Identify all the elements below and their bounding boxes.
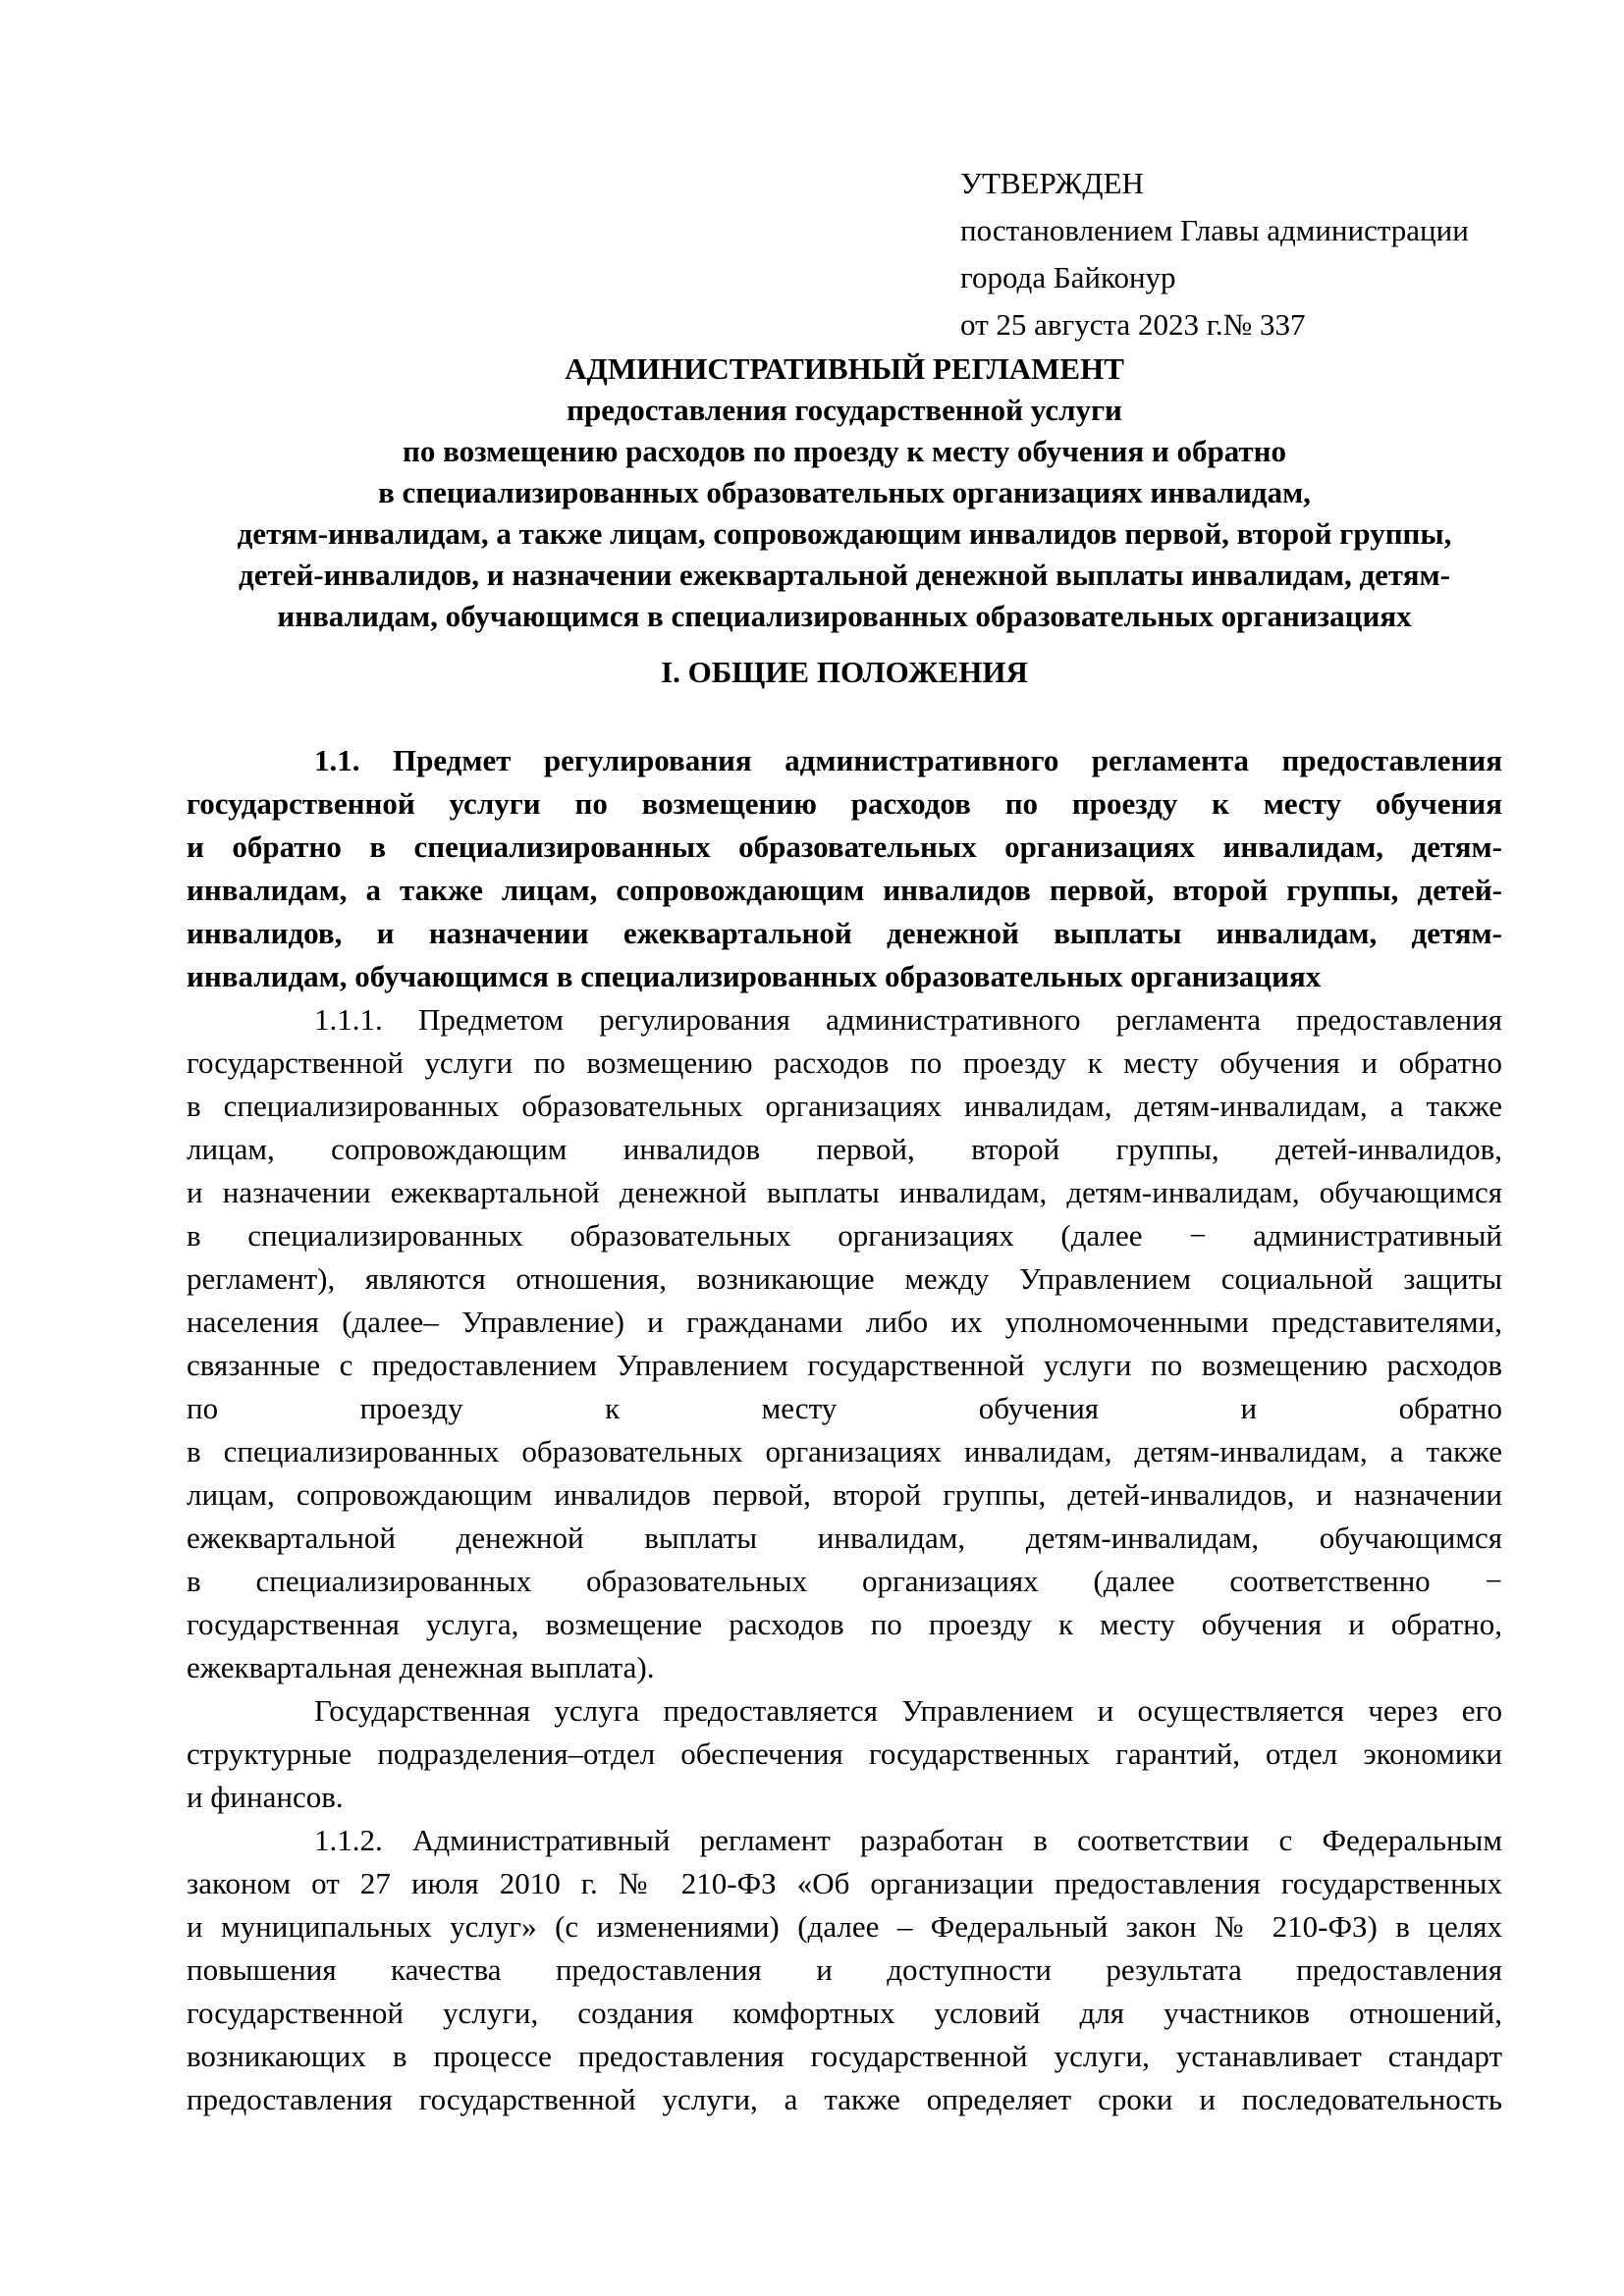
text-line: инвалидам, а также лицам, сопровождающим инвалидов первой, второй группы, детей- xyxy=(187,873,1502,907)
text-line: инвалидов, и назначении ежеквартальной денежной выплаты инвалидам, детям- xyxy=(187,916,1502,950)
text-line: ежеквартальная денежная выплата). xyxy=(187,1650,655,1684)
approval-line: УТВЕРЖДЕН xyxy=(960,166,1144,200)
paragraph-1-1-2 xyxy=(187,1819,1502,2121)
title-line: предоставления государственной услуги xyxy=(567,393,1122,427)
approval-line: от 25 августа 2023 г.№ 337 xyxy=(960,307,1306,342)
text-line: и назначении ежеквартальной денежной выплаты инвалидам, детям-инвалидам, обучающимся xyxy=(187,1175,1502,1209)
text-line: и обратно в специализированных образовательных организациях инвалидам, детям- xyxy=(187,829,1502,864)
text-line: в специализированных образовательных организациях инвалидам, детям-инвалидам, а также xyxy=(187,1434,1502,1468)
text-line: предоставления государственной услуги, а также определяет сроки и последовательность xyxy=(187,2082,1502,2116)
text-line: Государственная услуга предоставляется Управлением и осуществляется через его xyxy=(314,1693,1502,1728)
title-line: детей-инвалидов, и назначении ежеквартальной денежной выплаты инвалидам, детям- xyxy=(239,558,1450,592)
text-line: возникающих в процессе предоставления государственной услуги, устанавливает стандарт xyxy=(187,2039,1502,2073)
text-line: населения (далее– Управление) и гражданами либо их уполномоченными представителями, xyxy=(187,1305,1502,1339)
text-line: государственной услуги по возмещению расходов по проезду к месту обучения и обратно xyxy=(187,1045,1502,1080)
text-line: и муниципальных услуг» (с изменениями) (далее – Федеральный закон № 210-ФЗ) в целях xyxy=(187,1909,1502,1944)
title-line: инвалидам, обучающимся в специализированных образовательных организациях xyxy=(277,599,1412,633)
approval-block xyxy=(960,160,1502,348)
text-line: 1.1.2. Административный регламент разработан в соответствии с Федеральным xyxy=(314,1823,1502,1857)
text-line: регламент), являются отношения, возникающие между Управлением социальной защиты xyxy=(187,1261,1502,1296)
text-line: лицам, сопровождающим инвалидов первой, второй группы, детей-инвалидов, xyxy=(187,1132,1502,1166)
text-line: по проезду к месту обучения и обратно xyxy=(187,1391,1502,1425)
section-heading: I. ОБЩИЕ ПОЛОЖЕНИЯ xyxy=(661,655,1028,689)
text-line: лицам, сопровождающим инвалидов первой, второй группы, детей-инвалидов, и назначении xyxy=(187,1477,1502,1512)
text-line: государственной услуги, создания комфортных условий для участников отношений, xyxy=(187,1996,1502,2030)
text-line: 1.1. Предмет регулирования административного регламента предоставления xyxy=(314,743,1502,777)
title-line: в специализированных образовательных организациях инвалидам, xyxy=(378,475,1311,509)
document-title xyxy=(187,348,1502,637)
paragraph-1-1 xyxy=(187,739,1502,998)
title-line: детям-инвалидам, а также лицам, сопровождающим инвалидов первой, второй группы, xyxy=(237,516,1452,551)
text-line: инвалидам, обучающимся в специализированных образовательных организациях xyxy=(187,959,1322,993)
text-line: в специализированных образовательных организациях (далее соответственно − xyxy=(187,1564,1502,1598)
text-line: и финансов. xyxy=(187,1780,344,1814)
text-line: законом от 27 июля 2010 г. № 210-ФЗ «Об организации предоставления государственных xyxy=(187,1866,1502,1900)
text-line: в специализированных образовательных организациях (далее − административный xyxy=(187,1218,1502,1253)
text-line: в специализированных образовательных организациях инвалидам, детям-инвалидам, а также xyxy=(187,1089,1502,1123)
text-line: повышения качества предоставления и доступности результата предоставления xyxy=(187,1952,1502,1987)
text-line: государственной услуги по возмещению расходов по проезду к месту обучения xyxy=(187,786,1502,821)
paragraph-gosusluga xyxy=(187,1689,1502,1819)
document-body xyxy=(187,739,1502,2121)
text-line: структурные подразделения–отдел обеспечения государственных гарантий, отдел экономики xyxy=(187,1736,1502,1771)
text-line: ежеквартальной денежной выплаты инвалидам, детям-инвалидам, обучающимся xyxy=(187,1521,1502,1555)
approval-line: постановлением Главы администрации xyxy=(960,213,1469,247)
text-line: государственная услуга, возмещение расходов по проезду к месту обучения и обратно, xyxy=(187,1607,1502,1641)
text-line: 1.1.1. Предметом регулирования административного регламента предоставления xyxy=(314,1002,1502,1037)
approval-line: города Байконур xyxy=(960,260,1176,294)
text-line: связанные с предоставлением Управлением государственной услуги по возмещению расходов xyxy=(187,1348,1502,1382)
title-line: АДМИНИСТРАТИВНЫЙ РЕГЛАМЕНТ xyxy=(565,351,1124,386)
paragraph-1-1-1 xyxy=(187,998,1502,1689)
title-line: по возмещению расходов по проезду к месту обучения и обратно xyxy=(403,434,1286,468)
